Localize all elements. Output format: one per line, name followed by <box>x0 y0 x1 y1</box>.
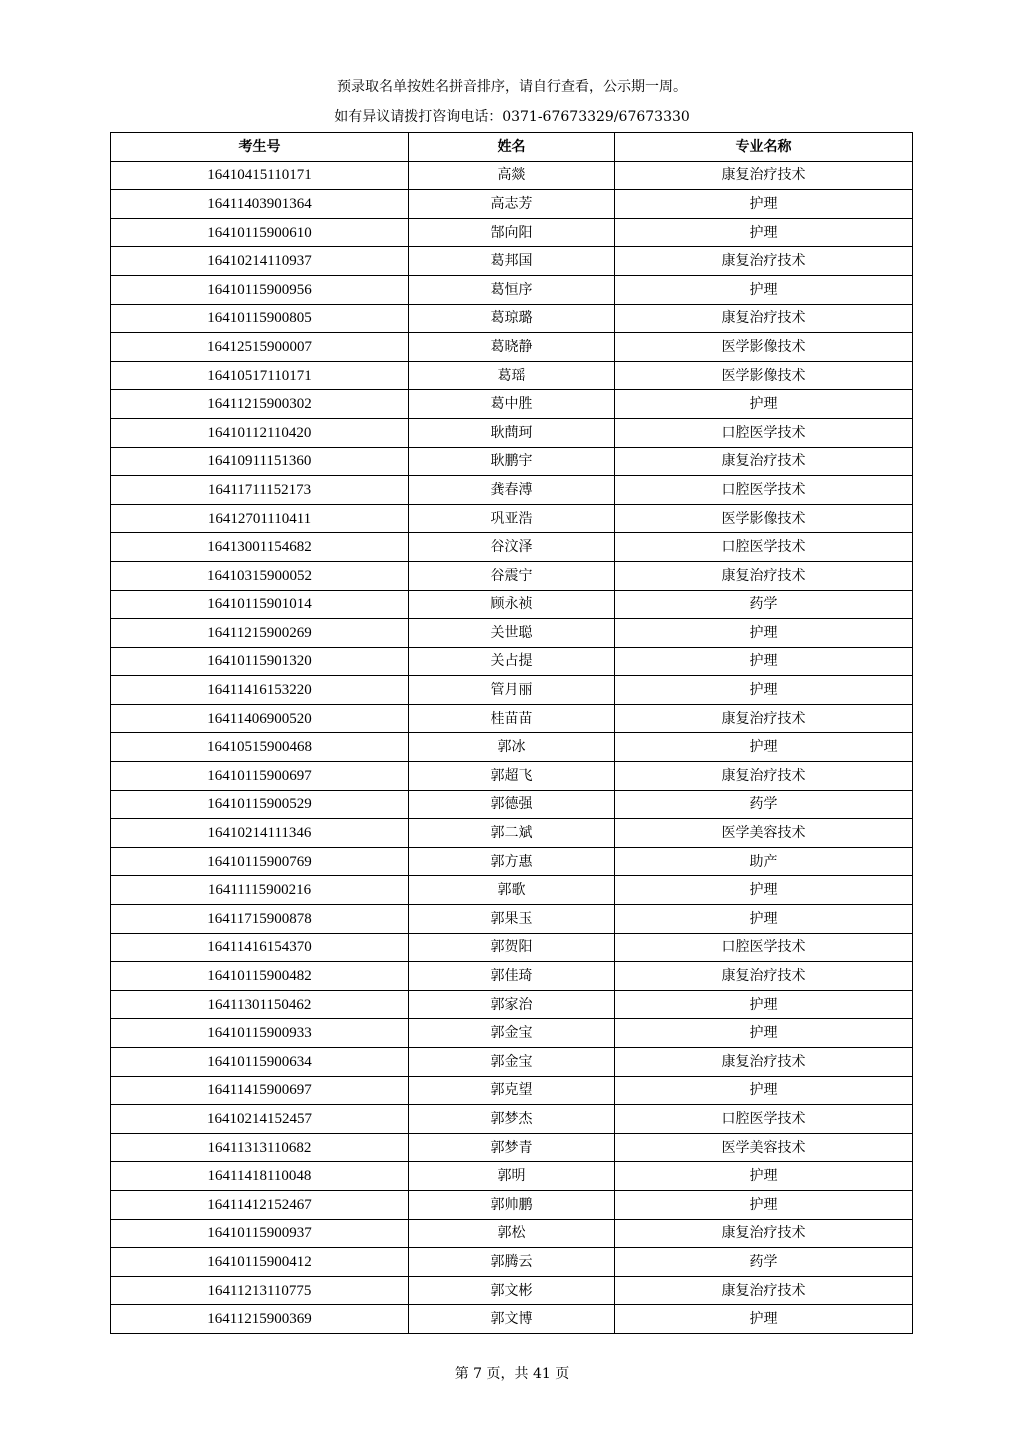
major-cell: 康复治疗技术 <box>615 762 913 791</box>
table-row <box>111 1019 913 1048</box>
table-row <box>111 876 913 905</box>
table-row <box>111 418 913 447</box>
student-name-cell: 郭方惠 <box>409 847 615 876</box>
exam-number-cell: 16411416153220 <box>111 676 409 705</box>
table-row <box>111 533 913 562</box>
table-body <box>111 161 913 1333</box>
exam-number-cell: 16411415900697 <box>111 1076 409 1105</box>
major-cell: 口腔医学技术 <box>615 418 913 447</box>
table-row <box>111 561 913 590</box>
table-row <box>111 762 913 791</box>
exam-number-cell: 16412701110411 <box>111 504 409 533</box>
major-cell: 护理 <box>615 676 913 705</box>
major-cell: 口腔医学技术 <box>615 533 913 562</box>
major-cell: 口腔医学技术 <box>615 1105 913 1134</box>
major-cell: 药学 <box>615 1248 913 1277</box>
student-name-cell: 郭松 <box>409 1219 615 1248</box>
major-cell: 护理 <box>615 733 913 762</box>
major-cell: 护理 <box>615 1305 913 1334</box>
exam-number-cell: 16410214152457 <box>111 1105 409 1134</box>
major-cell: 康复治疗技术 <box>615 304 913 333</box>
table-row <box>111 218 913 247</box>
student-name-cell: 葛晓静 <box>409 333 615 362</box>
student-name-cell: 桂苗苗 <box>409 704 615 733</box>
exam-number-cell: 16410515900468 <box>111 733 409 762</box>
major-cell: 护理 <box>615 990 913 1019</box>
student-name-cell: 葛中胜 <box>409 390 615 419</box>
student-name-cell: 耿蔄珂 <box>409 418 615 447</box>
table-row <box>111 1219 913 1248</box>
student-name-cell: 郭家治 <box>409 990 615 1019</box>
major-cell: 康复治疗技术 <box>615 247 913 276</box>
column-header-exam-number: 考生号 <box>111 133 409 162</box>
student-name-cell: 谷震宁 <box>409 561 615 590</box>
table-row <box>111 1048 913 1077</box>
exam-number-cell: 16411215900369 <box>111 1305 409 1334</box>
major-cell: 医学美容技术 <box>615 1133 913 1162</box>
exam-number-cell: 16411412152467 <box>111 1190 409 1219</box>
student-name-cell: 郭梦杰 <box>409 1105 615 1134</box>
table-row <box>111 1248 913 1277</box>
table-row <box>111 704 913 733</box>
notice-sort-order: 预录取名单按姓名拼音排序，请自行查看，公示期一周。 <box>337 79 687 95</box>
major-cell: 护理 <box>615 1162 913 1191</box>
student-name-cell: 郭二斌 <box>409 819 615 848</box>
student-name-cell: 关世聪 <box>409 619 615 648</box>
exam-number-cell: 16410115900634 <box>111 1048 409 1077</box>
student-name-cell: 葛邦国 <box>409 247 615 276</box>
exam-number-cell: 16410112110420 <box>111 418 409 447</box>
major-cell: 护理 <box>615 619 913 648</box>
exam-number-cell: 16410415110171 <box>111 161 409 190</box>
student-name-cell: 郭佳琦 <box>409 962 615 991</box>
student-name-cell: 葛琼璐 <box>409 304 615 333</box>
table-row <box>111 447 913 476</box>
table-row <box>111 304 913 333</box>
major-cell: 助产 <box>615 847 913 876</box>
exam-number-cell: 16411115900216 <box>111 876 409 905</box>
student-name-cell: 郭文彬 <box>409 1276 615 1305</box>
exam-number-cell: 16411301150462 <box>111 990 409 1019</box>
table-row <box>111 361 913 390</box>
exam-number-cell: 16410911151360 <box>111 447 409 476</box>
exam-number-cell: 16410115900610 <box>111 218 409 247</box>
exam-number-cell: 16413001154682 <box>111 533 409 562</box>
table-row <box>111 1305 913 1334</box>
major-cell: 护理 <box>615 218 913 247</box>
table-header <box>111 133 913 162</box>
exam-number-cell: 16410115900933 <box>111 1019 409 1048</box>
table-row <box>111 733 913 762</box>
major-cell: 药学 <box>615 590 913 619</box>
table-row <box>111 819 913 848</box>
exam-number-cell: 16410115900412 <box>111 1248 409 1277</box>
major-cell: 护理 <box>615 647 913 676</box>
major-cell: 康复治疗技术 <box>615 447 913 476</box>
exam-number-cell: 16410115901014 <box>111 590 409 619</box>
student-name-cell: 巩亚浩 <box>409 504 615 533</box>
student-name-cell: 顾永祯 <box>409 590 615 619</box>
major-cell: 护理 <box>615 390 913 419</box>
student-name-cell: 郭德强 <box>409 790 615 819</box>
student-name-cell: 耿鹏宇 <box>409 447 615 476</box>
table-row <box>111 933 913 962</box>
student-name-cell: 郜向阳 <box>409 218 615 247</box>
table-row <box>111 590 913 619</box>
exam-number-cell: 16411403901364 <box>111 190 409 219</box>
exam-number-cell: 16411213110775 <box>111 1276 409 1305</box>
major-cell: 护理 <box>615 905 913 934</box>
exam-number-cell: 16411418110048 <box>111 1162 409 1191</box>
table-row <box>111 476 913 505</box>
column-header-name: 姓名 <box>409 133 615 162</box>
table-row <box>111 247 913 276</box>
exam-number-cell: 16411416154370 <box>111 933 409 962</box>
exam-number-cell: 16410115900482 <box>111 962 409 991</box>
exam-number-cell: 16411215900302 <box>111 390 409 419</box>
major-cell: 康复治疗技术 <box>615 1219 913 1248</box>
major-cell: 康复治疗技术 <box>615 1048 913 1077</box>
exam-number-cell: 16410517110171 <box>111 361 409 390</box>
table-row <box>111 161 913 190</box>
page-number: 第 7 页，共 41 页 <box>454 1366 570 1382</box>
student-name-cell: 郭明 <box>409 1162 615 1191</box>
notice-contact-phone: 如有异议请拨打咨询电话：0371-67673329/67673330 <box>334 109 690 125</box>
major-cell: 康复治疗技术 <box>615 1276 913 1305</box>
student-name-cell: 关占提 <box>409 647 615 676</box>
header-row <box>111 133 913 162</box>
table-row <box>111 190 913 219</box>
major-cell: 医学影像技术 <box>615 333 913 362</box>
table-row <box>111 1190 913 1219</box>
exam-number-cell: 16410115900529 <box>111 790 409 819</box>
exam-number-cell: 16410115900956 <box>111 275 409 304</box>
table-row <box>111 390 913 419</box>
student-name-cell: 龚春溥 <box>409 476 615 505</box>
admission-list-table <box>110 132 913 1334</box>
exam-number-cell: 16410115901320 <box>111 647 409 676</box>
exam-number-cell: 16410214111346 <box>111 819 409 848</box>
table-row <box>111 1162 913 1191</box>
exam-number-cell: 16410115900769 <box>111 847 409 876</box>
student-name-cell: 郭金宝 <box>409 1048 615 1077</box>
exam-number-cell: 16410115900697 <box>111 762 409 791</box>
major-cell: 康复治疗技术 <box>615 962 913 991</box>
major-cell: 康复治疗技术 <box>615 704 913 733</box>
major-cell: 护理 <box>615 190 913 219</box>
table-row <box>111 1133 913 1162</box>
table-row <box>111 1276 913 1305</box>
exam-number-cell: 16410115900937 <box>111 1219 409 1248</box>
major-cell: 护理 <box>615 876 913 905</box>
column-header-major: 专业名称 <box>615 133 913 162</box>
table-row <box>111 275 913 304</box>
exam-number-cell: 16411715900878 <box>111 905 409 934</box>
exam-number-cell: 16411313110682 <box>111 1133 409 1162</box>
table-row <box>111 1076 913 1105</box>
student-name-cell: 高燚 <box>409 161 615 190</box>
student-name-cell: 郭帅鹏 <box>409 1190 615 1219</box>
student-name-cell: 郭文博 <box>409 1305 615 1334</box>
student-name-cell: 高志芳 <box>409 190 615 219</box>
student-name-cell: 郭梦青 <box>409 1133 615 1162</box>
student-name-cell: 郭克望 <box>409 1076 615 1105</box>
major-cell: 口腔医学技术 <box>615 933 913 962</box>
student-name-cell: 葛恒序 <box>409 275 615 304</box>
major-cell: 护理 <box>615 1190 913 1219</box>
major-cell: 护理 <box>615 275 913 304</box>
major-cell: 医学美容技术 <box>615 819 913 848</box>
major-cell: 护理 <box>615 1076 913 1105</box>
table-row <box>111 905 913 934</box>
student-name-cell: 郭贺阳 <box>409 933 615 962</box>
table-row <box>111 647 913 676</box>
student-name-cell: 郭超飞 <box>409 762 615 791</box>
major-cell: 药学 <box>615 790 913 819</box>
exam-number-cell: 16412515900007 <box>111 333 409 362</box>
table-row <box>111 847 913 876</box>
student-name-cell: 管月丽 <box>409 676 615 705</box>
student-name-cell: 郭果玉 <box>409 905 615 934</box>
exam-number-cell: 16411406900520 <box>111 704 409 733</box>
exam-number-cell: 16410115900805 <box>111 304 409 333</box>
table-row <box>111 676 913 705</box>
student-name-cell: 郭金宝 <box>409 1019 615 1048</box>
major-cell: 康复治疗技术 <box>615 561 913 590</box>
exam-number-cell: 16411711152173 <box>111 476 409 505</box>
table-row <box>111 1105 913 1134</box>
table-row <box>111 619 913 648</box>
student-name-cell: 郭腾云 <box>409 1248 615 1277</box>
major-cell: 康复治疗技术 <box>615 161 913 190</box>
table-row <box>111 790 913 819</box>
major-cell: 护理 <box>615 1019 913 1048</box>
major-cell: 医学影像技术 <box>615 361 913 390</box>
student-name-cell: 葛瑶 <box>409 361 615 390</box>
student-name-cell: 郭冰 <box>409 733 615 762</box>
exam-number-cell: 16411215900269 <box>111 619 409 648</box>
table-row <box>111 990 913 1019</box>
table-row <box>111 504 913 533</box>
exam-number-cell: 16410214110937 <box>111 247 409 276</box>
student-name-cell: 谷汶泽 <box>409 533 615 562</box>
table-row <box>111 333 913 362</box>
exam-number-cell: 16410315900052 <box>111 561 409 590</box>
table-row <box>111 962 913 991</box>
major-cell: 医学影像技术 <box>615 504 913 533</box>
student-name-cell: 郭歌 <box>409 876 615 905</box>
major-cell: 口腔医学技术 <box>615 476 913 505</box>
